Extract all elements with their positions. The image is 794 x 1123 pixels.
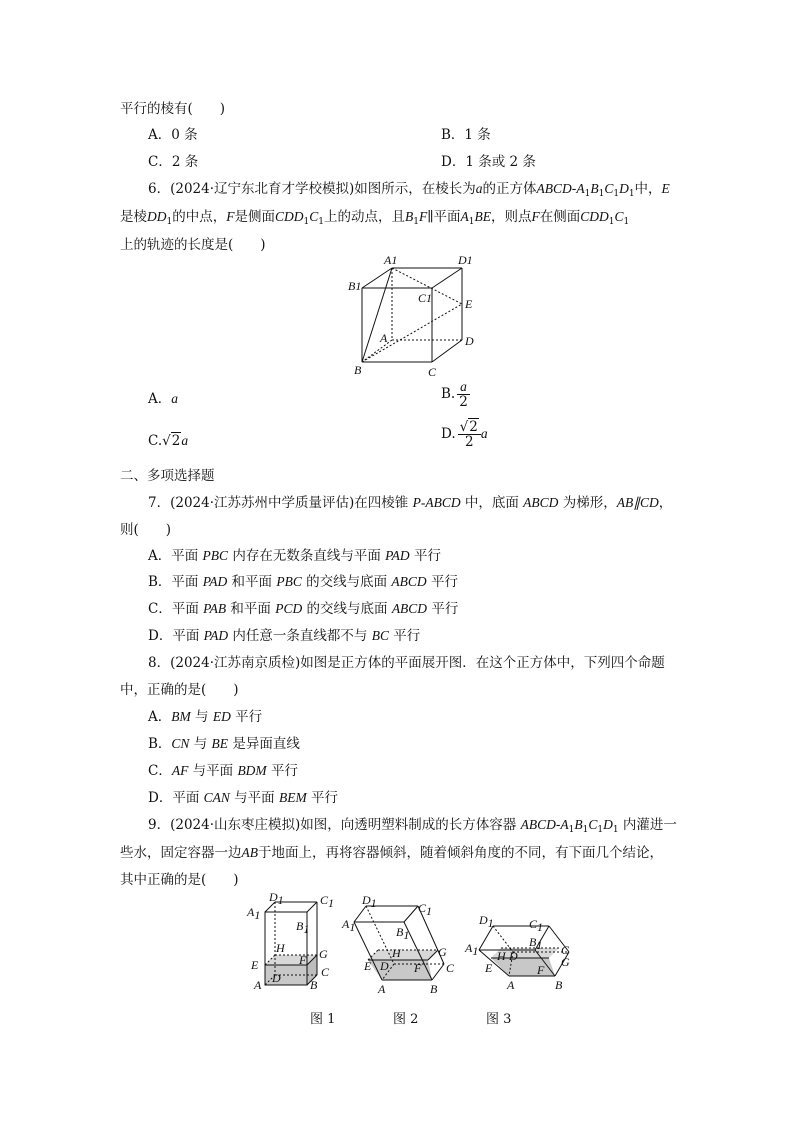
svg-text:C1: C1 — [320, 893, 335, 910]
q8-option-c[interactable]: C．AF 与平面 BDM 平行 — [148, 763, 298, 779]
svg-text:E: E — [364, 959, 372, 973]
q6-label-c: C — [428, 365, 437, 379]
q7-option-c[interactable]: C．平面 PAB 和平面 PCD 的交线与底面 ABCD 平行 — [148, 601, 459, 617]
q9-caption-3: 图 3 — [486, 1012, 512, 1027]
q8-line2: 中，正确的是( ) — [120, 682, 239, 698]
q9-caption-1: 图 1 — [310, 1012, 336, 1027]
svg-text:B: B — [310, 978, 318, 992]
q6-option-d[interactable]: D. $\frac{√2}{2}$ a — [441, 419, 488, 450]
svg-text:C1: C1 — [529, 917, 544, 934]
svg-text:F: F — [537, 963, 545, 977]
q5-option-a[interactable]: A．0 条 — [148, 127, 198, 143]
q7-option-b[interactable]: B．平面 PAD 和平面 PBC 的交线与底面 ABCD 平行 — [148, 574, 458, 590]
q8-option-b[interactable]: B．CN 与 BE 是异面直线 — [148, 736, 300, 752]
svg-text:A: A — [378, 982, 386, 996]
svg-text:A1: A1 — [247, 905, 261, 922]
svg-text:A: A — [254, 978, 262, 992]
svg-text:H: H — [497, 949, 506, 963]
q6-label-a1: A1 — [384, 253, 398, 267]
q6-label-a: A — [380, 331, 388, 345]
q9-caption-2: 图 2 — [393, 1012, 419, 1027]
q6-option-a[interactable]: A．a — [148, 391, 178, 407]
svg-text:A1: A1 — [342, 917, 356, 934]
svg-text:C1: C1 — [418, 901, 433, 918]
svg-text:D1: D1 — [479, 913, 494, 930]
svg-text:A: A — [507, 978, 515, 992]
q7-line1: 7．(2024·江苏苏州中学质量评估)在四棱锥 P-ABCD 中，底面 ABCD 为梯形，AB∥CD， — [148, 495, 673, 511]
svg-text:C: C — [321, 965, 330, 979]
svg-text:A1: A1 — [465, 941, 479, 958]
q8-option-a[interactable]: A．BM 与 ED 平行 — [148, 709, 263, 725]
q9-figure-3 — [463, 892, 578, 1001]
q7-option-d[interactable]: D．平面 PAD 内任意一条直线都不与 BC 平行 — [148, 628, 421, 644]
svg-text:D1: D1 — [362, 893, 377, 910]
q5-option-c[interactable]: C．2 条 — [148, 154, 199, 170]
section-multiple-choice: 二、多项选择题 — [120, 468, 215, 484]
q9-line3: 其中正确的是( ) — [120, 872, 239, 888]
svg-text:D: D — [272, 971, 281, 985]
svg-text:C: C — [561, 943, 570, 957]
svg-text:G: G — [438, 945, 447, 959]
svg-text:C: C — [446, 961, 455, 975]
svg-text:E: E — [251, 958, 259, 972]
q5-option-d[interactable]: D．1 条或 2 条 — [441, 154, 536, 170]
q8-option-d[interactable]: D．平面 CAN 与平面 BEM 平行 — [148, 790, 339, 806]
q5-tail: 平行的棱有( ) — [120, 101, 226, 117]
q5-option-b[interactable]: B．1 条 — [441, 127, 491, 143]
q9-line2: 些水，固定容器一边AB于地面上，再将容器倾斜，随着倾斜角度的不同，有下面几个结论， — [120, 845, 663, 861]
q6-label-d1: D1 — [458, 253, 473, 267]
q7-option-a[interactable]: A．平面 PBC 内存在无数条直线与平面 PAD 平行 — [148, 548, 441, 564]
svg-text:G: G — [319, 947, 328, 961]
svg-text:D1: D1 — [269, 892, 284, 907]
q9-figure-1 — [245, 892, 340, 1001]
svg-text:G: G — [561, 955, 570, 969]
q6-option-c[interactable]: C.√2a — [148, 433, 189, 449]
q6-cube-figure — [340, 252, 480, 386]
q6-label-e: E — [465, 297, 473, 311]
svg-text:F: F — [299, 953, 307, 967]
svg-text:B1: B1 — [296, 919, 310, 936]
q7-line2: 则( ) — [120, 522, 172, 538]
svg-text:H: H — [276, 941, 285, 955]
q6-line2: 是棱$DD_1$的中点，F是侧面$CDD_1C_1$上的动点，且$B_1F\parallel$平面$A_1BE$，则点F在侧面$CDD_1C_1$ — [120, 209, 630, 227]
q6-label-b: B — [354, 363, 362, 377]
q6-line1: 6．(2024·辽宁东北育才学校模拟)如图所示，在棱长为a的正方体ABCD-$A_1B_1C_1D_1$中，E — [148, 181, 670, 199]
svg-text:D: D — [509, 949, 518, 963]
q6-label-b1: B1 — [348, 279, 362, 293]
q6-label-c1: C1 — [418, 291, 433, 305]
q8-line1: 8．(2024·江苏南京质检)如图是正方体的平面展开图．在这个正方体中，下列四个命题 — [148, 655, 665, 671]
svg-text:H: H — [392, 946, 401, 960]
svg-text:E: E — [485, 961, 493, 975]
q6-line3: 上的轨迹的长度是( ) — [120, 237, 266, 253]
svg-text:B: B — [430, 982, 438, 996]
q6-option-b[interactable]: B. $\frac{a}{2}$ — [441, 379, 468, 410]
q9-figure-2 — [340, 892, 460, 1001]
svg-text:F: F — [414, 961, 422, 975]
svg-text:B1: B1 — [396, 925, 410, 942]
q6-label-d: D — [465, 334, 474, 348]
q9-line1: 9．(2024·山东枣庄模拟)如图，向透明塑料制成的长方体容器 ABCD-$A_1B_1C_1D_1$ 内灌进一 — [148, 817, 677, 835]
svg-text:B: B — [555, 978, 563, 992]
svg-text:D: D — [380, 959, 389, 973]
svg-text:B1: B1 — [529, 935, 543, 952]
